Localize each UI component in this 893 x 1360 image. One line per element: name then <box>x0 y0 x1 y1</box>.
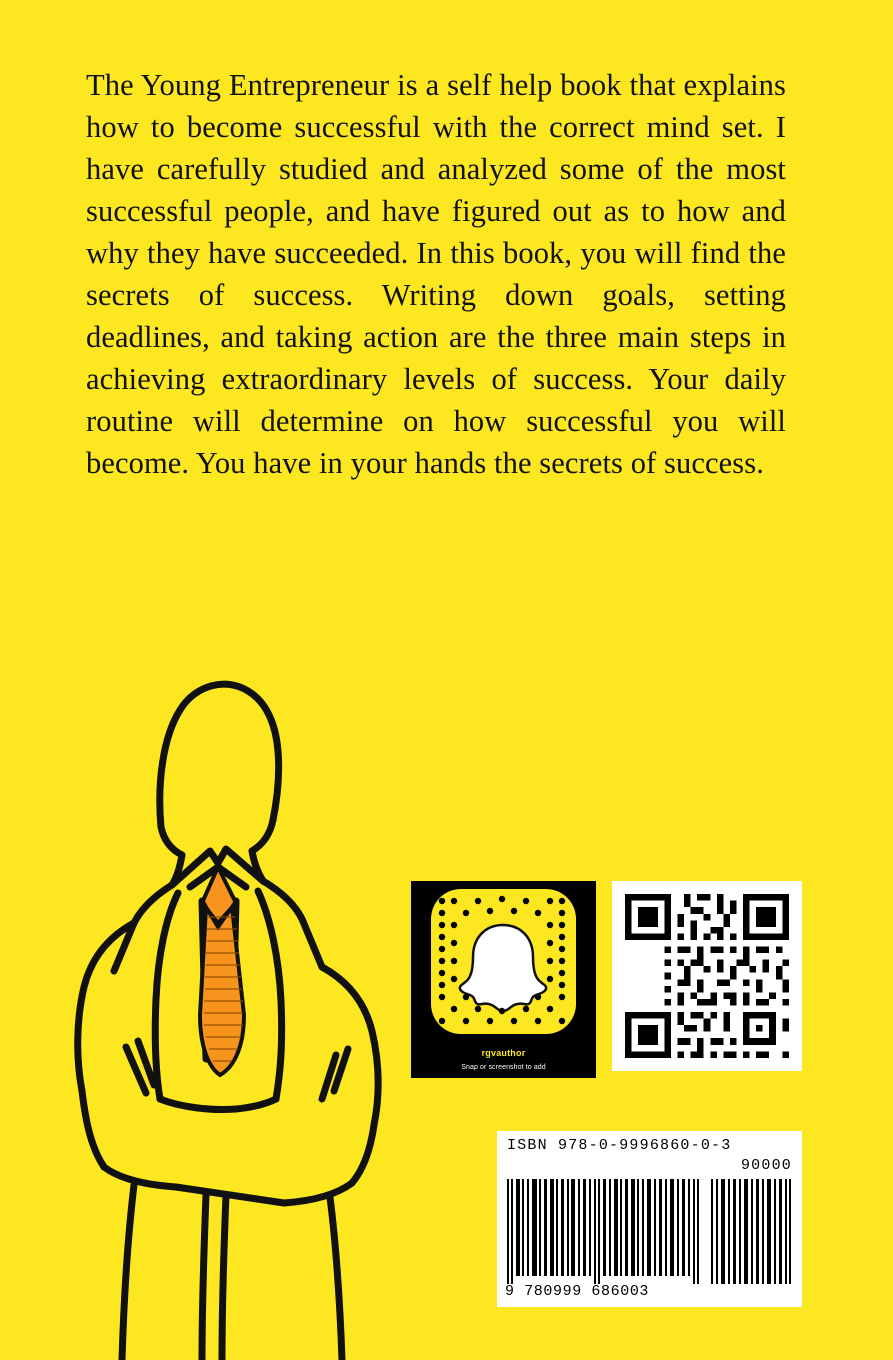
barcode-supplement-number: 90000 <box>740 1157 792 1174</box>
snapcode-instruction: Snap or screenshot to add <box>461 1064 546 1071</box>
back-cover-blurb: The Young Entrepreneur is a self help book that explains how to become successful with the correct mind set. I have carefully studied and analyzed some of the most successful people, and have figured out as to how and why they have succeeded. In this book, you will find the secrets of success. Writing down goals, setting deadlines, and taking action are the three main steps in achieving extraordinary levels of success. Your daily routine will determine on how successful you will become. You have in your hands the secrets of success. <box>86 68 786 480</box>
isbn-barcode-block <box>497 1131 802 1307</box>
snapcode-pattern <box>411 881 596 1049</box>
man-in-suit-illustration <box>30 655 430 1360</box>
isbn-label: ISBN 978-0-9996860-0-3 <box>507 1137 732 1154</box>
snapchat-snapcode[interactable] <box>411 881 596 1078</box>
qr-code[interactable] <box>612 881 802 1071</box>
barcode-digits: 9 780999 686003 <box>505 1283 650 1300</box>
barcode-supplement-bars <box>709 1179 793 1284</box>
barcode-main-bars <box>505 1179 701 1284</box>
snapcode-username: rgvauthor <box>481 1048 526 1058</box>
